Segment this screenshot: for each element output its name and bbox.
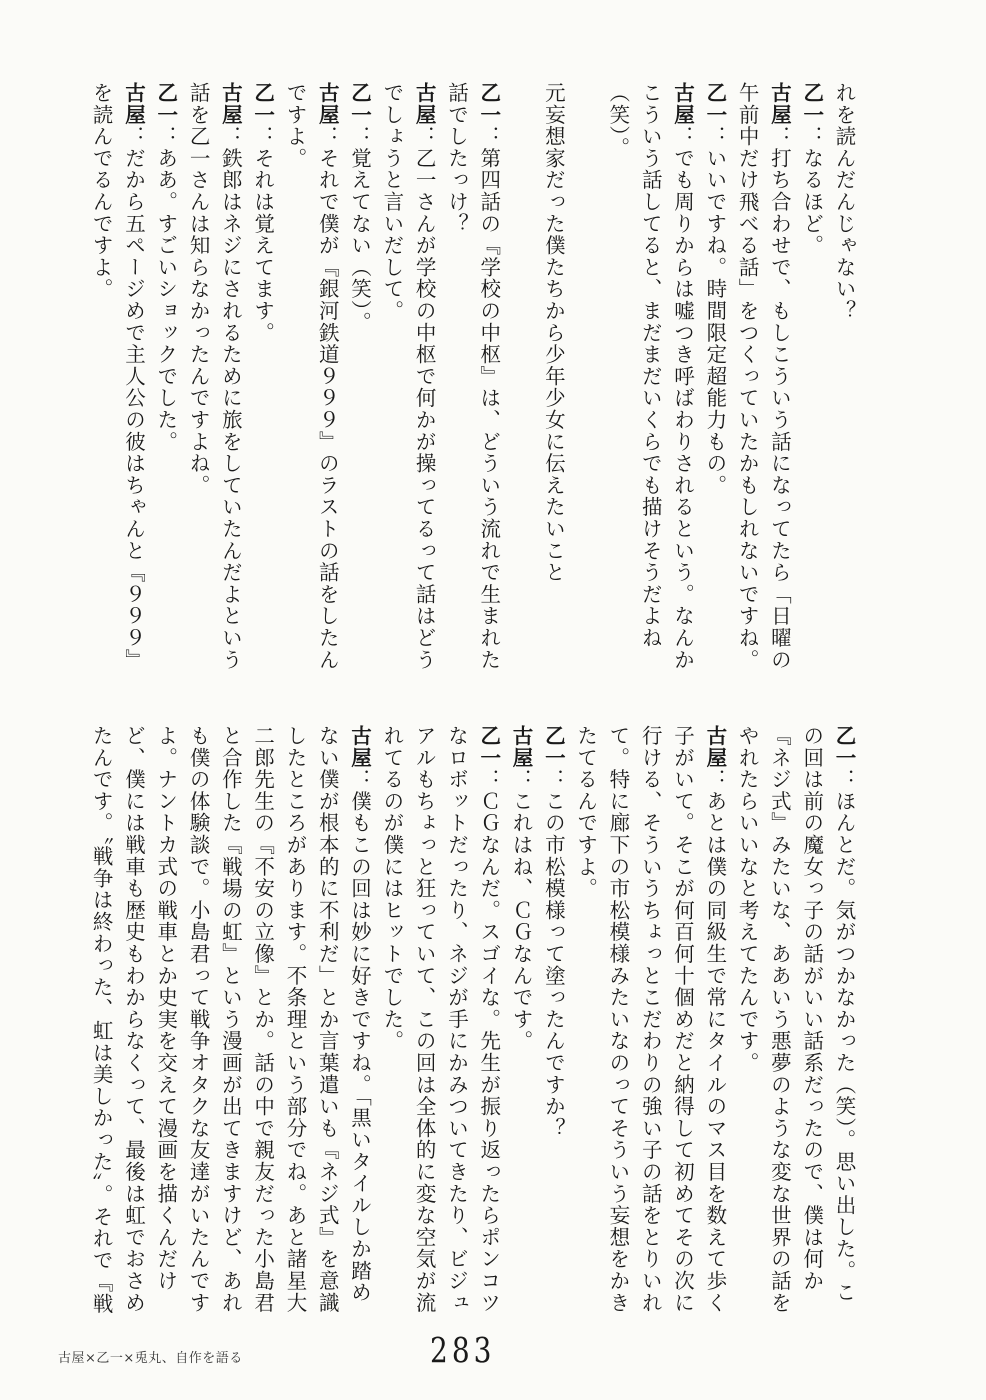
line-text: ：この市松模様って塗ったんですか？ bbox=[541, 768, 566, 1140]
line-text: 『ネジ式』みたいな、ああいう悪夢のような変な世界の話を bbox=[767, 725, 792, 1314]
text-line bbox=[117, 82, 149, 682]
text-line bbox=[666, 725, 698, 1314]
text-line bbox=[472, 725, 504, 1314]
text-line bbox=[376, 82, 408, 682]
text-line bbox=[214, 725, 246, 1314]
line-text: ：ＣＧなんだ。スゴイな。先生が振り返ったらポンコツ bbox=[476, 768, 501, 1314]
text-line bbox=[343, 725, 375, 1310]
text-line bbox=[602, 725, 634, 1314]
line-text: ：乙一さんが学校の中枢で何かが操ってるって話はどう bbox=[412, 125, 437, 671]
text-line bbox=[311, 82, 343, 682]
page-number: 283 bbox=[430, 1329, 496, 1372]
text-line bbox=[408, 82, 440, 682]
text-line bbox=[731, 725, 763, 1310]
speaker-name: 古屋 bbox=[702, 725, 727, 769]
speaker-name: 乙一 bbox=[347, 82, 372, 126]
text-line bbox=[408, 725, 440, 1314]
text-line bbox=[376, 725, 408, 1310]
text-line bbox=[279, 725, 311, 1314]
speaker-name: 乙一 bbox=[541, 725, 566, 769]
line-text: したところがあります。不条理という部分でね。あと諸星大 bbox=[282, 725, 307, 1314]
text-line bbox=[440, 725, 472, 1314]
interview-text-bottom bbox=[85, 725, 860, 1315]
line-text: 行ける、そういうちょっとこだわりの強い子の話をとりいれ bbox=[638, 725, 663, 1314]
line-text: ：鉄郎はネジにされるために旅をしていたんだよという bbox=[218, 125, 243, 671]
text-line bbox=[246, 725, 278, 1314]
speaker-name: 古屋 bbox=[315, 82, 340, 126]
text-line bbox=[666, 82, 698, 682]
text-line bbox=[117, 725, 149, 1314]
line-text: ない僕が根本的に不利だ」とか言葉遣いも『ネジ式』を意識 bbox=[315, 725, 340, 1314]
line-text: ですよ。 bbox=[282, 82, 307, 170]
text-line bbox=[85, 725, 117, 1315]
text-line bbox=[279, 82, 311, 682]
text-line bbox=[828, 725, 860, 1310]
text-line bbox=[343, 82, 375, 682]
text-line bbox=[472, 82, 504, 682]
line-text: ：いいですね。時間限定超能力もの。 bbox=[702, 125, 727, 497]
speaker-name: 乙一 bbox=[476, 82, 501, 126]
speaker-name: 古屋 bbox=[509, 725, 534, 769]
line-text: 話を乙一さんは知らなかったんですよね。 bbox=[186, 82, 211, 497]
line-text: ：ああ。すごいショックでした。 bbox=[153, 125, 178, 453]
text-line bbox=[699, 725, 731, 1314]
line-text bbox=[574, 82, 598, 104]
line-text: の回は前の魔女っ子の話がいい話系だったので、僕は何か bbox=[799, 725, 824, 1292]
line-text bbox=[509, 82, 533, 104]
text-line bbox=[246, 82, 278, 682]
line-text: でしょうと言いだして。 bbox=[379, 82, 404, 322]
text-line bbox=[505, 82, 537, 682]
text-line bbox=[85, 82, 117, 682]
text-line bbox=[634, 82, 666, 682]
speaker-name: 乙一 bbox=[702, 82, 727, 126]
line-text: よ。ナントカ式の戦車とか史実を交えて漫画を描くんだけ bbox=[153, 725, 178, 1292]
line-text: と合作した『戦場の虹』という漫画が出てきますけど、あれ bbox=[218, 725, 243, 1314]
speaker-name: 乙一 bbox=[476, 725, 501, 769]
line-text: こういう話してると、まだまだいくらでも描けそうだよね bbox=[638, 82, 663, 649]
text-line bbox=[537, 725, 569, 1310]
text-line bbox=[214, 82, 246, 682]
speaker-name: 乙一 bbox=[250, 82, 275, 126]
interview-text-top bbox=[85, 82, 860, 682]
line-text: を読んでるんですよ。 bbox=[89, 82, 114, 300]
line-text: たてるんですよ。 bbox=[573, 725, 598, 900]
line-text: も僕の体験談で。小島君って戦争オタクな友達がいたんです bbox=[186, 725, 211, 1314]
line-text: やれたらいいなと考えてたんです。 bbox=[735, 725, 760, 1074]
text-line bbox=[795, 82, 827, 682]
text-line bbox=[602, 82, 634, 682]
line-text: たんです。〝戦争は終わった、虹は美しかった〟。それで『戦 bbox=[89, 725, 114, 1315]
speaker-name: 古屋 bbox=[218, 82, 243, 126]
line-text: ：僕もこの回は妙に好きですね。「黒いタイルしか踏め bbox=[347, 768, 372, 1304]
text-line bbox=[537, 82, 569, 682]
text-line bbox=[731, 82, 763, 682]
line-text: ：なるほど。 bbox=[799, 125, 824, 257]
line-text: れを読んだんじゃない？ bbox=[832, 82, 856, 322]
speaker-name: 古屋 bbox=[412, 82, 437, 126]
text-line bbox=[569, 82, 601, 682]
text-line bbox=[763, 725, 795, 1314]
line-text: ：だから五ページめで主人公の彼はちゃんと『９９９』 bbox=[121, 125, 146, 671]
line-text: 元妄想家だった僕たちから少年少女に伝えたいこと bbox=[541, 82, 566, 584]
text-line bbox=[795, 725, 827, 1310]
speaker-name: 古屋 bbox=[670, 82, 695, 126]
line-text: ：あとは僕の同級生で常にタイルのマス目を数えて歩く bbox=[702, 768, 727, 1314]
line-text: アルもちょっと狂っていて、この回は全体的に変な空気が流 bbox=[412, 725, 437, 1314]
line-text: （笑）。 bbox=[605, 82, 630, 159]
speaker-name: 乙一 bbox=[799, 82, 824, 126]
line-text: ：それで僕が『銀河鉄道９９９』のラストの話をしたん bbox=[315, 125, 340, 671]
line-text: て。特に廊下の市松模様みたいなのってそういう妄想をかき bbox=[605, 725, 630, 1314]
line-text: なロボットだったり、ネジが手にかみついてきたり、ビジュ bbox=[444, 725, 469, 1314]
text-line bbox=[828, 82, 860, 682]
text-line bbox=[311, 725, 343, 1314]
line-text: 二郎先生の『不安の立像』とか。話の中で親友だった小島君 bbox=[250, 725, 275, 1314]
line-text: 子がいて。そこが何百何十個めだと納得して初めてその次に bbox=[670, 725, 695, 1314]
line-text: ：打ち合わせで、もしこういう話になってたら「日曜の bbox=[767, 125, 792, 671]
line-text: ：これはね、ＣＧなんです。 bbox=[509, 768, 534, 1053]
line-text: ：それは覚えてます。 bbox=[250, 125, 275, 344]
text-line bbox=[440, 82, 472, 682]
line-text: ど、僕には戦車も歴史もわからなくって、最後は虹でおさめ bbox=[121, 725, 146, 1314]
text-line bbox=[149, 82, 181, 682]
speaker-name: 古屋 bbox=[347, 725, 372, 769]
text-line bbox=[505, 725, 537, 1310]
line-text: 話でしたっけ？ bbox=[444, 82, 469, 235]
text-line bbox=[182, 82, 214, 682]
speaker-name: 乙一 bbox=[832, 725, 856, 769]
text-line bbox=[149, 725, 181, 1310]
line-text: れてるのが僕にはヒットでした。 bbox=[379, 725, 404, 1052]
text-line bbox=[763, 82, 795, 682]
text-line bbox=[699, 82, 731, 682]
line-text: ：ほんとだ。気がつかなかった（笑）。思い出した。こ bbox=[832, 768, 856, 1304]
speaker-name: 古屋 bbox=[767, 82, 792, 126]
speaker-name: 古屋 bbox=[121, 82, 146, 126]
text-line bbox=[634, 725, 666, 1314]
text-line bbox=[569, 725, 601, 1310]
line-text: ：第四話の『学校の中枢』は、どういう流れで生まれた bbox=[476, 125, 501, 671]
text-line bbox=[182, 725, 214, 1314]
line-text: ：覚えてない（笑）。 bbox=[347, 125, 372, 334]
line-text: ：でも周りからは嘘つき呼ばわりされるという。なんか bbox=[670, 125, 695, 671]
footer-caption: 古屋×乙一×兎丸、自作を語る bbox=[58, 1351, 243, 1366]
speaker-name: 乙一 bbox=[153, 82, 178, 126]
line-text: 午前中だけ飛べる話」をつくっていたかもしれないですね。 bbox=[735, 82, 760, 671]
